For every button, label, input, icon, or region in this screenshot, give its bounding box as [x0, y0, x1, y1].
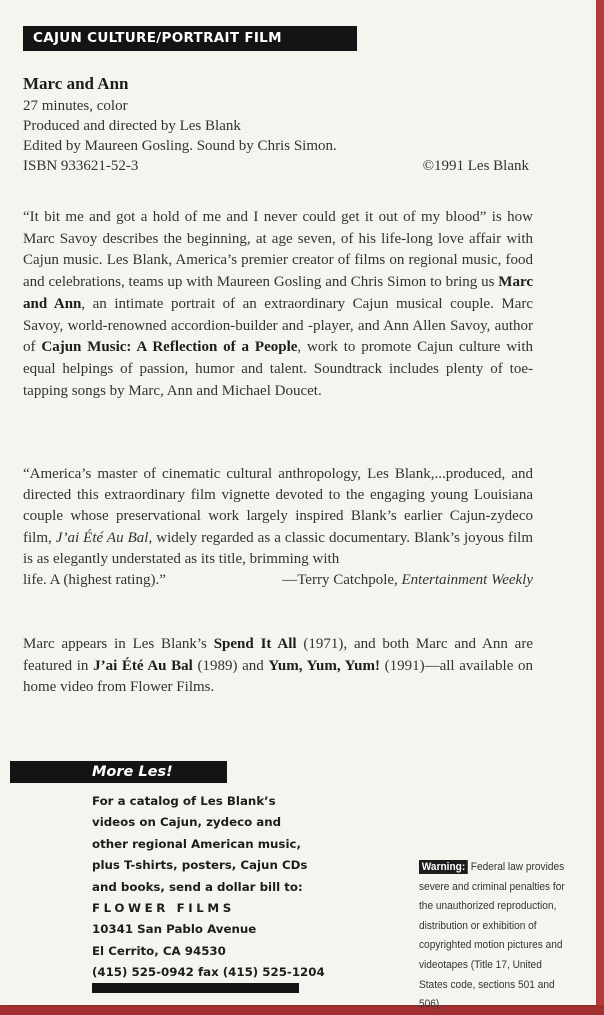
related-film-3: Yum, Yum, Yum! — [268, 657, 380, 674]
related-text-2: (1971), and both Marc and Ann are featured in — [23, 636, 533, 674]
catalog-line: videos on Cajun, zydeco and — [92, 815, 282, 830]
film-info — [23, 74, 533, 176]
film-runtime: 27 minutes, color — [23, 98, 128, 114]
more-les-heading: More Les! — [10, 761, 227, 783]
warning-label: Warning: — [419, 860, 468, 874]
catalog-line: For a catalog of Les Blank’s — [92, 794, 276, 808]
isbn-row — [23, 156, 533, 176]
related-films — [23, 634, 533, 699]
quote-publication: Entertainment Weekly — [401, 572, 533, 589]
film-producer: Produced and directed by Les Blank — [23, 118, 241, 134]
quote-attribution-line — [23, 570, 533, 591]
catalog-line: other regional American music, — [92, 836, 301, 851]
related-text-3: (1989) and — [192, 657, 269, 674]
film-credits: Edited by Maureen Gosling. Sound by Chris Simon. — [23, 138, 337, 154]
description-text-2: , an intimate portrait of an extraordinary Cajun musical couple. Marc Savoy, world-renowned accordion-builder and -player, and Ann Allen Savoy, author of — [23, 295, 533, 356]
description-film-title: Marc and Ann — [23, 274, 533, 312]
quote-text-2: , widely regarded as a classic documentary. Blank’s joyous film is as elegantly understated as its title, brimming with — [23, 529, 534, 567]
decorative-bar — [92, 983, 299, 993]
related-film-2: J’ai Été Au Bal — [93, 657, 193, 674]
related-text-4: (1991)—all available on home video from Flower Films. — [23, 657, 533, 696]
company-name: FLOWER FILMS — [92, 901, 235, 916]
phone-fax: (415) 525-0942 fax (415) 525-1204 — [92, 965, 325, 980]
description-text-1: “It bit me and got a hold of me and I never could get it out of my blood” is how Marc Savoy describes the beginning, at age seven, of his life-long love affair with Cajun music. Les Blank, America’s premier creator of films on regional music, food and celebrations, teams up with Maureen Gosling and Chris Simon to bring us — [23, 209, 533, 291]
isbn: ISBN 933621-52-3 — [23, 158, 139, 174]
review-quote — [23, 464, 533, 591]
catalog-line: and books, send a dollar bill to: — [92, 879, 303, 894]
film-description — [23, 207, 533, 402]
copyright-warning — [419, 858, 566, 1015]
related-film-1: Spend It All — [213, 636, 297, 652]
category-heading: CAJUN CULTURE/PORTRAIT FILM — [23, 26, 357, 51]
cover-edge — [596, 0, 604, 1005]
street-address: 10341 San Pablo Avenue — [92, 922, 257, 937]
catalog-line: plus T-shirts, posters, Cajun CDs — [92, 858, 308, 873]
catalog-info — [92, 791, 402, 984]
quote-critic: —Terry Catchpole, — [282, 572, 402, 589]
description-text-3: , work to promote Cajun culture with equal helpings of passion, humor and talent. Soundtrack includes plenty of toe-tapping songs by Marc, Ann and Michael Doucet. — [23, 339, 533, 399]
quote-attribution — [282, 570, 533, 591]
copyright: ©1991 Les Blank — [422, 158, 529, 174]
quote-last-line: life. A (highest rating).” — [23, 572, 166, 589]
film-title: Marc and Ann — [23, 74, 129, 93]
description-book-title: Cajun Music: A Reflection of a People — [41, 339, 298, 356]
city-address: El Cerrito, CA 94530 — [92, 943, 226, 958]
quote-text-1: “America’s master of cinematic cultural anthropology, Les Blank,...produced, and directed this extraordinary film vignette devoted to the engaging young Louisiana couple whose preservational work largely inspired Blank’s earlier Cajun-zydeco film, — [23, 466, 533, 546]
related-text-1: Marc appears in Les Blank’s — [23, 636, 214, 652]
warning-text: Federal law provides severe and criminal penalties for the unauthorized reproduction, distribution or exhibition of copyrighted motion pictures and videotapes (Title 17, United States code, sections 501 and 506). — [419, 861, 565, 1011]
quote-film-title: J’ai Été Au Bal — [55, 529, 149, 546]
